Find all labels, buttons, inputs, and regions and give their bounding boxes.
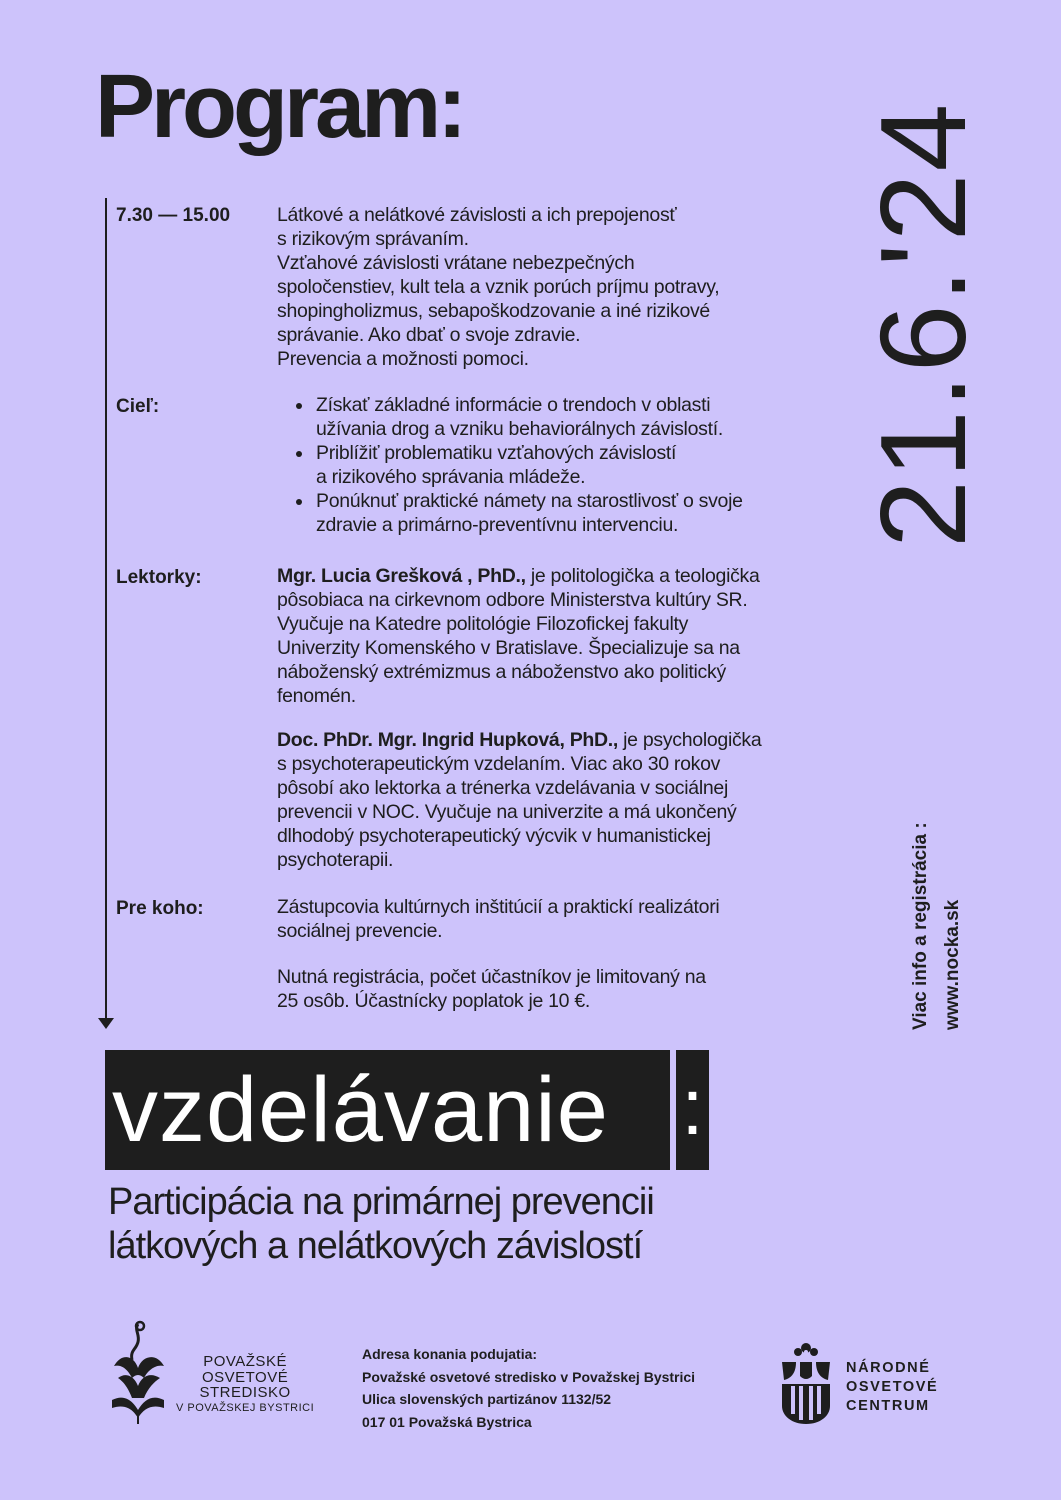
goal-item: Získať základné informácie o trendoch v oblasti užívania drog a vzniku behaviorálnych závislostí. [316,393,743,441]
pos-logo-text: POVAŽSKÉ OSVETOVÉ STREDISKO V POVAŽSKEJ BYSTRICI [176,1353,315,1414]
venue-address: Adresa konania podujatia: Považské osvetové stredisko v Považskej Bystrici Ulica slovenských partizánov 1132/52 017 01 Považská Bystrica [362,1346,696,1430]
lecturers-label: Lektorky: [116,567,202,588]
page-title: Program: [95,57,464,157]
noc-logo-text: NÁRODNÉ OSVETOVÉ CENTRUM [846,1360,939,1414]
timeline-line [105,198,107,1023]
event-date: 21.6.'24 [855,101,991,548]
event-subtitle: Participácia na primárnej prevencii látkových a nelátkových závislostí [108,1181,654,1267]
lecturer-1-bio: Mgr. Lucia Grešková , PhD., je politologička a teologička pôsobiaca na cirkevnom odbore Ministerstva kultúry SR. Vyučuje na Katedre politológie Filozofickej fakulty Univerzity Komenského v Bratislave. Špecializuje sa na náboženský extrémizmus a náboženstvo ako politický fenomén. [277,565,760,707]
noc-emblem-icon [778,1340,834,1426]
time-description: Látkové a nelátkové závislosti a ich prepojenosť s rizikovým správaním. Vzťahové závislosti vrátane nebezpečných spoločenstiev, kult tela a vznik porúch príjmu potravy, shopingholizmus, sebapoškodzovanie a iné rizikové správanie. Ako dbať o svoje zdravie. Prevencia a možnosti pomoci. [277,204,720,370]
audience-label: Pre koho: [116,898,204,919]
registration-note: Nutná registrácia, počet účastníkov je limitovaný na 25 osôb. Účastnícky poplatok je 10 €. [277,966,706,1012]
lecturer-2-bio: Doc. PhDr. Mgr. Ingrid Hupková, PhD., je psychologička s psychoterapeutickým vzdelaním. Viac ako 30 rokov pôsobí ako lektorka a trénerka vzdelávania v sociálnej prevencii v NOC. Vyučuje na univerzite a má ukončený dlhodobý psychoterapeutický výcvik v humanistickej psychoterapii. [277,729,762,871]
audience-text: Zástupcovia kultúrnych inštitúcií a praktickí realizátori sociálnej prevencie. [277,896,720,942]
banner-colon: : [681,1062,704,1151]
banner-word: vzdelávanie [112,1059,609,1161]
lecturer-2-name: Doc. PhDr. Mgr. Ingrid Hupková, PhD., [277,729,619,751]
goal-label: Cieľ: [116,396,160,417]
time-label: 7.30 — 15.00 [116,205,231,226]
goal-item: Priblížiť problematiku vzťahových závislostí a rizikového správania mládeže. [316,441,743,489]
registration-info: Viac info a registrácia : www.nocka.sk [905,822,969,1030]
website-link[interactable]: www.nocka.sk [942,899,963,1030]
goal-list [294,393,743,537]
pos-emblem-icon [104,1316,172,1426]
goal-item: Ponúknuť praktické námety na starostlivosť o svoje zdravie a primárno-preventívnu intervenciu. [316,490,743,536]
timeline-arrow-icon [98,1018,114,1029]
lecturer-1-name: Mgr. Lucia Grešková , PhD., [277,565,526,587]
